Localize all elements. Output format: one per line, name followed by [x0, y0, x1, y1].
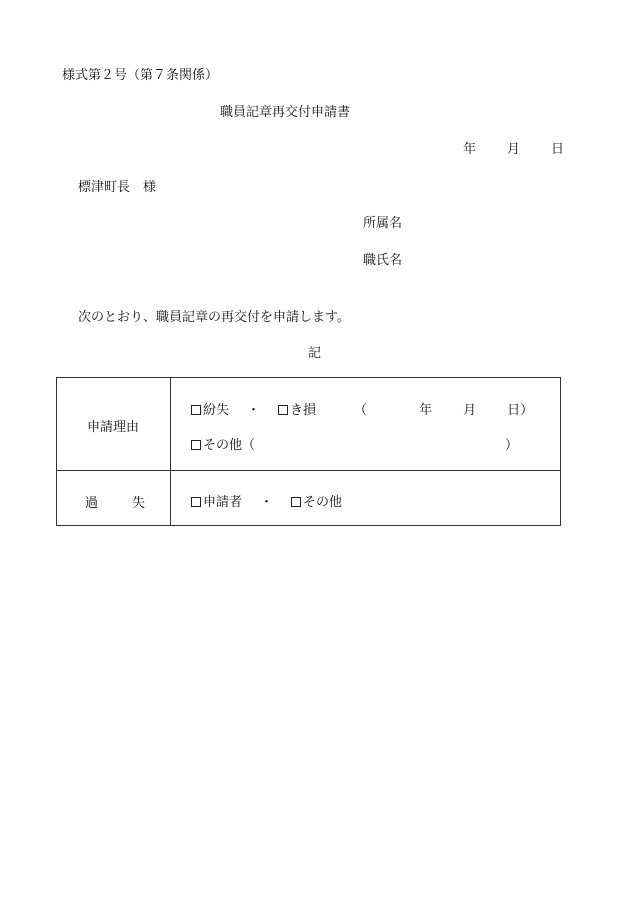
column-divider [170, 378, 171, 525]
reason-separator: ・ [247, 403, 261, 418]
fault-options [191, 491, 342, 510]
damage-year-label: 年 [419, 403, 433, 418]
application-table [56, 377, 561, 526]
date-day-label: 日 [551, 142, 565, 157]
fault-label-char-2: 失 [132, 496, 146, 511]
fault-separator: ・ [260, 495, 274, 510]
addressee: 標津町長 様 [78, 180, 157, 195]
fault-label [85, 492, 145, 511]
date-year-label: 年 [463, 142, 477, 157]
fault-label-char-1: 過 [85, 496, 99, 511]
damage-day-label: 日） [507, 403, 534, 418]
document-title: 職員記章再交付申請書 [220, 105, 351, 120]
affiliation-label: 所属名 [363, 216, 403, 231]
date-line [463, 138, 564, 157]
reason-line-2 [191, 434, 518, 453]
other-reason-label: その他（ [203, 438, 256, 453]
other-reason-checkbox[interactable] [191, 440, 201, 450]
damaged-checkbox[interactable] [278, 405, 288, 415]
applicant-fault-checkbox[interactable] [191, 497, 201, 507]
name-label: 職氏名 [363, 253, 403, 268]
form-number: 様式第２号（第７条関係） [62, 68, 219, 83]
reason-line-1 [191, 399, 533, 418]
applicant-fault-label: 申請者 [203, 495, 243, 510]
ki-heading: 記 [308, 346, 322, 361]
damage-month-label: 月 [463, 403, 477, 418]
application-statement: 次のとおり、職員記章の再交付を申請します。 [78, 310, 350, 325]
other-fault-checkbox[interactable] [291, 497, 301, 507]
damaged-label: き損 [290, 403, 317, 418]
other-reason-close-paren: ） [505, 438, 519, 453]
row-divider [57, 470, 560, 471]
date-month-label: 月 [507, 142, 521, 157]
reason-label: 申請理由 [87, 420, 140, 435]
other-fault-label: その他 [303, 495, 343, 510]
lost-checkbox[interactable] [191, 405, 201, 415]
lost-label: 紛失 [203, 403, 230, 418]
damage-date-open-paren: （ [354, 403, 368, 418]
